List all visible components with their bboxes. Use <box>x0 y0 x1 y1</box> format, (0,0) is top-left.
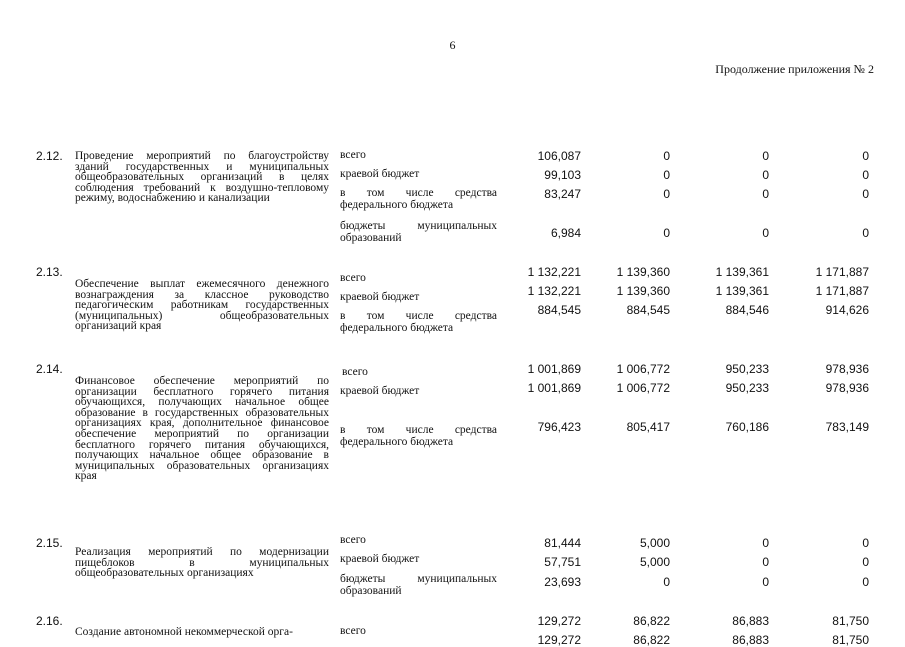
row-category: всего <box>340 534 366 546</box>
value-cell: 1 139,360 <box>616 265 670 279</box>
value-cell: 0 <box>862 555 869 569</box>
value-cell: 86,822 <box>633 614 670 628</box>
row-category: краевой бюджет <box>340 291 420 303</box>
row-number: 2.14. <box>36 362 63 376</box>
value-cell: 0 <box>762 555 769 569</box>
value-cell: 1 006,772 <box>616 362 670 376</box>
row-category: бюджеты муниципальных образований <box>340 573 497 597</box>
value-cell: 5,000 <box>639 555 670 569</box>
value-cell: 99,103 <box>544 168 581 182</box>
value-cell: 0 <box>663 575 670 589</box>
value-cell: 0 <box>663 226 670 240</box>
row-description: Реализация мероприятий по модернизации пищеблоков в муниципальных общеобразовательных организациях <box>75 546 329 580</box>
row-description: Финансовое обеспечение мероприятий по организации бесплатного горячего питания обучающихся, получающих начальное общее образование в государственных образовательных организациях края, дополнительное финансовое обеспечение мероприятий по организации бесплатного горячего питания обучающихся, получающих начальное общее образование в муниципальных образовательных организациях края <box>75 375 329 483</box>
row-category: в том числе средства федерального бюджета <box>340 310 497 334</box>
value-cell: 796,423 <box>537 420 581 434</box>
value-cell: 81,444 <box>544 536 581 550</box>
value-cell: 978,936 <box>825 381 869 395</box>
value-cell: 0 <box>762 168 769 182</box>
value-cell: 1 139,360 <box>616 284 670 298</box>
value-cell: 950,233 <box>725 362 769 376</box>
value-cell: 0 <box>862 575 869 589</box>
value-cell: 0 <box>762 149 769 163</box>
value-cell: 57,751 <box>544 555 581 569</box>
value-cell: 81,750 <box>832 633 869 647</box>
row-category: всего <box>340 625 366 637</box>
value-cell: 0 <box>663 168 670 182</box>
value-cell: 760,186 <box>725 420 769 434</box>
value-cell: 5,000 <box>639 536 670 550</box>
value-cell: 0 <box>862 149 869 163</box>
value-cell: 1 132,221 <box>527 265 581 279</box>
value-cell: 1 171,887 <box>815 265 869 279</box>
row-category: в том числе средства федерального бюджета <box>340 187 497 211</box>
continuation-label: Продолжение приложения № 2 <box>715 62 874 76</box>
row-number: 2.15. <box>36 536 63 550</box>
row-description: Проведение мероприятий по благоустройству зданий государственных и муниципальных общеобразовательных организаций в целях соблюдения требований к воздушно-тепловому режиму, водоснабжению и канализации <box>75 150 329 205</box>
value-cell: 86,883 <box>732 633 769 647</box>
row-category: всего <box>342 366 368 378</box>
value-cell: 0 <box>762 575 769 589</box>
value-cell: 106,087 <box>537 149 581 163</box>
value-cell: 129,272 <box>537 614 581 628</box>
value-cell: 0 <box>663 149 670 163</box>
value-cell: 83,247 <box>544 187 581 201</box>
row-description: Создание автономной некоммерческой орга- <box>75 626 293 638</box>
value-cell: 1 139,361 <box>715 284 769 298</box>
value-cell: 1 139,361 <box>715 265 769 279</box>
value-cell: 0 <box>862 168 869 182</box>
row-number: 2.12. <box>36 149 63 163</box>
value-cell: 0 <box>862 187 869 201</box>
value-cell: 884,545 <box>537 303 581 317</box>
value-cell: 0 <box>663 187 670 201</box>
value-cell: 81,750 <box>832 614 869 628</box>
row-category: краевой бюджет <box>340 168 420 180</box>
value-cell: 783,149 <box>825 420 869 434</box>
page-number: 6 <box>449 38 456 52</box>
value-cell: 1 001,869 <box>527 362 581 376</box>
value-cell: 1 006,772 <box>616 381 670 395</box>
value-cell: 0 <box>762 187 769 201</box>
value-cell: 86,883 <box>732 614 769 628</box>
row-number: 2.13. <box>36 265 63 279</box>
value-cell: 23,693 <box>544 575 581 589</box>
value-cell: 86,822 <box>633 633 670 647</box>
value-cell: 914,626 <box>825 303 869 317</box>
value-cell: 1 171,887 <box>815 284 869 298</box>
value-cell: 0 <box>862 536 869 550</box>
value-cell: 950,233 <box>725 381 769 395</box>
row-category: всего <box>340 149 366 161</box>
row-category: бюджеты муниципальных образований <box>340 220 497 244</box>
value-cell: 1 132,221 <box>527 284 581 298</box>
value-cell: 6,984 <box>550 226 581 240</box>
value-cell: 129,272 <box>537 633 581 647</box>
row-number: 2.16. <box>36 614 63 628</box>
value-cell: 884,545 <box>626 303 670 317</box>
row-category: всего <box>340 272 366 284</box>
row-category: краевой бюджет <box>340 553 420 565</box>
value-cell: 1 001,869 <box>527 381 581 395</box>
value-cell: 805,417 <box>626 420 670 434</box>
row-category: краевой бюджет <box>340 385 420 397</box>
value-cell: 0 <box>762 536 769 550</box>
value-cell: 884,546 <box>725 303 769 317</box>
row-category: в том числе средства федерального бюджета <box>340 424 497 448</box>
value-cell: 978,936 <box>825 362 869 376</box>
value-cell: 0 <box>762 226 769 240</box>
row-description: Обеспечение выплат ежемесячного денежного вознаграждения за классное руководство педагогическим работникам государственных (муниципальных) общеобразовательных организаций края <box>75 278 329 333</box>
value-cell: 0 <box>862 226 869 240</box>
